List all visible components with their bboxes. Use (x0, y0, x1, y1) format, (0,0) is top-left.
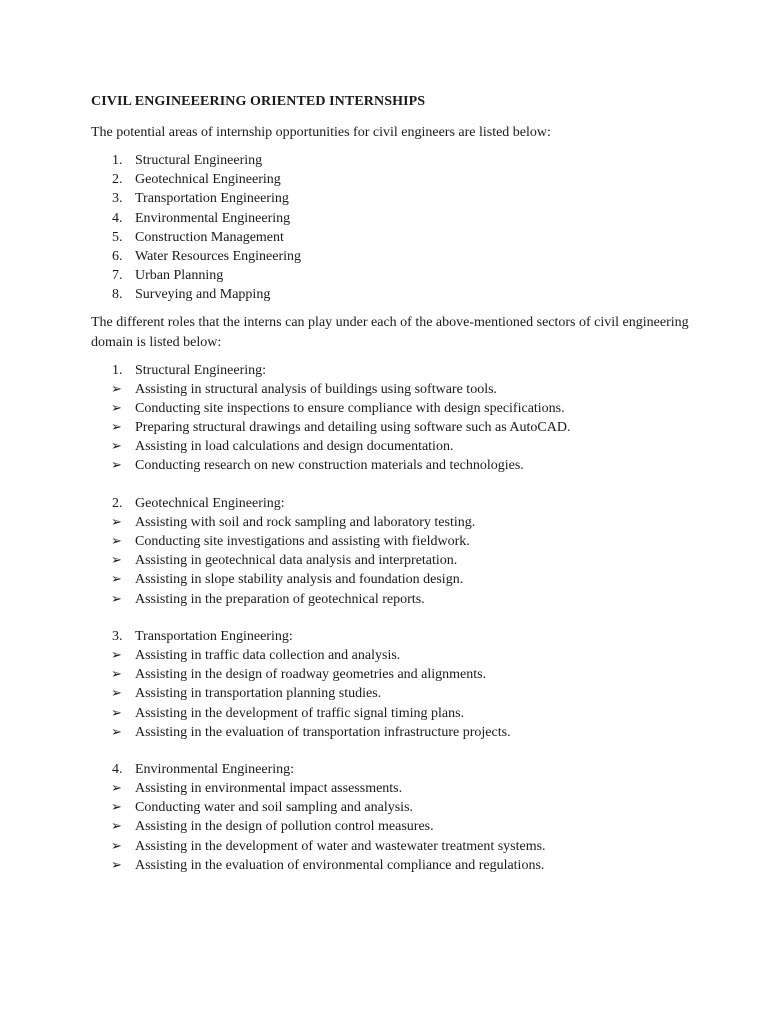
role-item (91, 418, 691, 437)
role-item (91, 665, 691, 684)
section-title: Transportation Engineering: (135, 628, 293, 644)
list-item (91, 266, 691, 285)
role-item (91, 590, 691, 609)
role-text: Assisting in slope stability analysis and foundation design. (135, 572, 464, 588)
arrow-bullet-icon: ➢ (111, 572, 122, 588)
role-item (91, 437, 691, 456)
role-item (91, 532, 691, 551)
role-text: Assisting in the design of pollution control measures. (135, 819, 434, 835)
role-item (91, 513, 691, 532)
section-heading (91, 361, 691, 380)
arrow-bullet-icon: ➢ (111, 705, 122, 721)
list-item (91, 170, 691, 189)
role-text: Assisting in the evaluation of transportation infrastructure projects. (135, 724, 511, 740)
role-text: Assisting in load calculations and design documentation. (135, 439, 454, 455)
role-item (91, 817, 691, 836)
role-text: Assisting with soil and rock sampling and laboratory testing. (135, 514, 476, 530)
roles-intro-paragraph: The different roles that the interns can play under each of the above-mentioned sectors of civil engineering domain is listed below: (91, 314, 689, 350)
section-environmental-engineering (91, 760, 691, 875)
role-text: Assisting in traffic data collection and analysis. (135, 647, 401, 663)
section-transportation-engineering (91, 627, 691, 742)
role-item (91, 837, 691, 856)
role-item (91, 684, 691, 703)
arrow-bullet-icon: ➢ (111, 647, 122, 663)
role-item (91, 704, 691, 723)
role-item (91, 856, 691, 875)
role-list (91, 380, 691, 476)
section-title: Geotechnical Engineering: (135, 495, 285, 511)
section-structural-engineering (91, 361, 691, 476)
role-item (91, 551, 691, 570)
arrow-bullet-icon: ➢ (111, 857, 122, 873)
role-item (91, 570, 691, 589)
list-number: 7. (112, 268, 123, 284)
role-text: Conducting research on new construction materials and technologies. (135, 458, 524, 474)
list-number: 8. (112, 287, 123, 303)
role-text: Assisting in the evaluation of environmental compliance and regulations. (135, 857, 545, 873)
list-item (91, 151, 691, 170)
role-text: Conducting water and soil sampling and analysis. (135, 800, 414, 816)
role-text: Assisting in the preparation of geotechnical reports. (135, 591, 425, 607)
role-list (91, 513, 691, 609)
role-text: Conducting site inspections to ensure compliance with design specifications. (135, 400, 565, 416)
role-text: Assisting in structural analysis of buildings using software tools. (135, 381, 498, 397)
role-item (91, 646, 691, 665)
arrow-bullet-icon: ➢ (111, 800, 122, 816)
role-text: Assisting in the development of water and wastewater treatment systems. (135, 838, 546, 854)
arrow-bullet-icon: ➢ (111, 534, 122, 549)
role-text: Assisting in the development of traffic signal timing plans. (135, 705, 465, 721)
section-title: Structural Engineering: (135, 362, 267, 378)
arrow-bullet-icon: ➢ (111, 458, 122, 474)
list-item (91, 247, 691, 266)
arrow-bullet-icon: ➢ (111, 838, 122, 854)
list-item-label: Surveying and Mapping (135, 287, 271, 303)
role-text: Assisting in geotechnical data analysis and interpretation. (135, 553, 458, 569)
section-heading (91, 760, 691, 779)
document-title: CIVIL ENGINEEERING ORIENTED INTERNSHIPS (91, 94, 426, 109)
role-item (91, 399, 691, 418)
arrow-bullet-icon: ➢ (111, 553, 122, 569)
internship-areas-list (91, 151, 691, 305)
list-item (91, 228, 691, 247)
role-text: Assisting in transportation planning studies. (135, 686, 382, 702)
list-item-label: Urban Planning (135, 268, 224, 284)
arrow-bullet-icon: ➢ (111, 400, 122, 416)
arrow-bullet-icon: ➢ (111, 591, 122, 607)
list-item (91, 209, 691, 228)
list-item-label: Geotechnical Engineering (135, 172, 281, 188)
section-number: 3. (112, 628, 123, 644)
list-item-label: Transportation Engineering (135, 191, 289, 207)
intro-paragraph: The potential areas of internship opportunities for civil engineers are listed below: (91, 125, 551, 140)
document-page (91, 92, 691, 893)
list-number: 3. (112, 191, 123, 207)
list-item-label: Structural Engineering (135, 153, 263, 168)
list-item-label: Construction Management (135, 229, 284, 245)
role-text: Conducting site investigations and assisting with fieldwork. (135, 534, 470, 549)
role-item (91, 723, 691, 742)
role-item (91, 456, 691, 475)
arrow-bullet-icon: ➢ (111, 819, 122, 835)
section-number: 4. (112, 761, 123, 777)
arrow-bullet-icon: ➢ (111, 381, 122, 397)
list-item (91, 285, 691, 304)
arrow-bullet-icon: ➢ (111, 781, 122, 797)
list-number: 6. (112, 248, 123, 264)
role-text: Preparing structural drawings and detailing using software such as AutoCAD. (135, 420, 571, 436)
section-heading (91, 494, 691, 513)
role-item (91, 779, 691, 798)
section-title: Environmental Engineering: (135, 761, 295, 777)
arrow-bullet-icon: ➢ (111, 724, 122, 740)
section-geotechnical-engineering (91, 494, 691, 609)
list-number: 2. (112, 172, 123, 188)
list-number: 5. (112, 229, 123, 245)
list-number: 1. (112, 153, 123, 168)
arrow-bullet-icon: ➢ (111, 439, 122, 455)
arrow-bullet-icon: ➢ (111, 514, 122, 530)
role-item (91, 380, 691, 399)
section-heading (91, 627, 691, 646)
role-text: Assisting in the design of roadway geometries and alignments. (135, 667, 487, 683)
section-number: 1. (112, 362, 123, 378)
list-item (91, 189, 691, 208)
list-number: 4. (112, 210, 123, 226)
arrow-bullet-icon: ➢ (111, 667, 122, 683)
role-item (91, 798, 691, 817)
list-item-label: Water Resources Engineering (135, 248, 302, 264)
arrow-bullet-icon: ➢ (111, 686, 122, 702)
role-list (91, 646, 691, 742)
role-text: Assisting in environmental impact assessments. (135, 781, 403, 797)
section-number: 2. (112, 495, 123, 511)
role-list (91, 779, 691, 875)
arrow-bullet-icon: ➢ (111, 420, 122, 436)
list-item-label: Environmental Engineering (135, 210, 291, 226)
